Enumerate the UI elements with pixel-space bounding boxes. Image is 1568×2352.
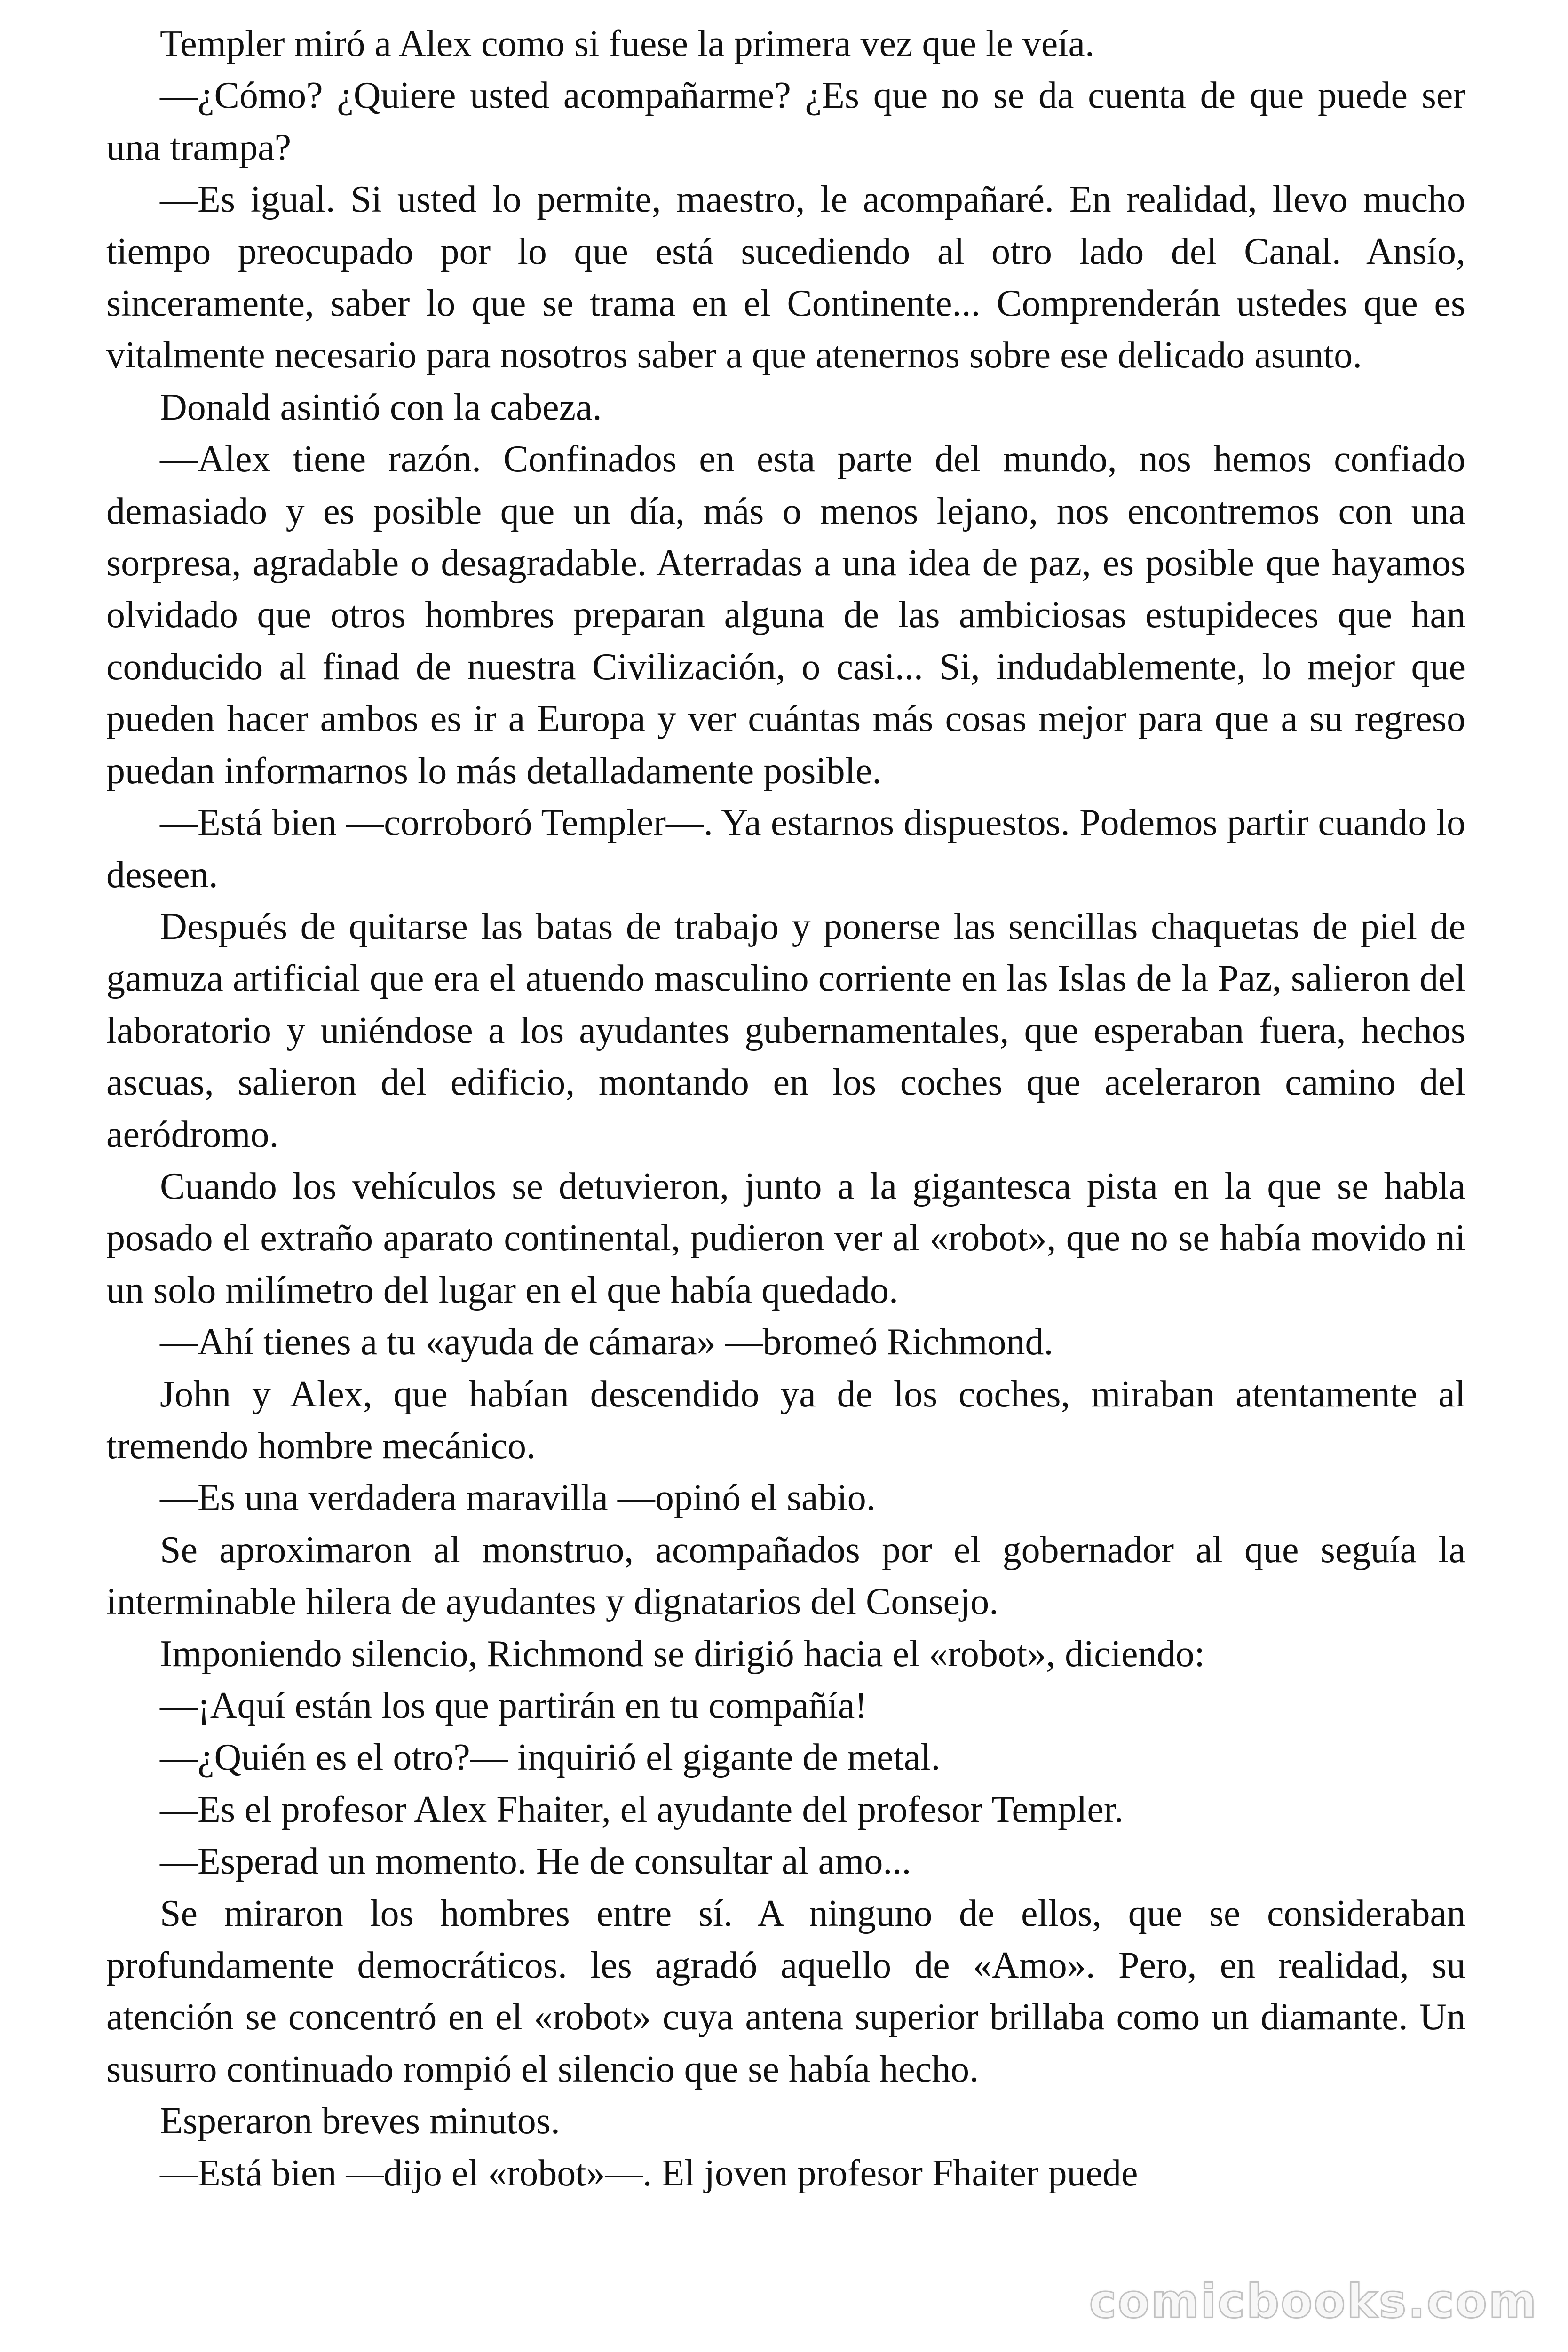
paragraph: Se miraron los hombres entre sí. A ninguno de ellos, que se consideraban profundamente democráticos. les agradó aquello de «Amo». Pero, en realidad, su atención se concentró en el «robot» cuya antena superior brillaba como un diamante. Un susurro continuado rompió el silencio que se había hecho. — [106, 1892, 1465, 2090]
paragraph: —Esperad un momento. He de consultar al amo... — [160, 1841, 911, 1883]
paragraph: Se aproximaron al monstruo, acompañados por el gobernador al que seguía la interminable hilera de ayudantes y dignatarios del Consejo. — [106, 1529, 1465, 1623]
paragraph: —Está bien —corroboró Templer—. Ya estarnos dispuestos. Podemos partir cuando lo deseen. — [106, 802, 1465, 896]
paragraph: —¿Quién es el otro?— inquirió el gigante de metal. — [160, 1737, 941, 1779]
paragraph: —Es una verdadera maravilla —opinó el sabio. — [160, 1477, 876, 1519]
paragraph: John y Alex, que habían descendido ya de los coches, miraban atentamente al tremendo hombre mecánico. — [106, 1373, 1465, 1467]
paragraph: —Es el profesor Alex Fhaiter, el ayudante del profesor Templer. — [160, 1788, 1124, 1830]
paragraph: —Está bien —dijo el «robot»—. El joven profesor Fhaiter puede — [160, 2152, 1138, 2194]
paragraph: —¿Cómo? ¿Quiere usted acompañarme? ¿Es que no se da cuenta de que puede ser una trampa? — [106, 75, 1465, 168]
paragraph: —Es igual. Si usted lo permite, maestro, le acompañaré. En realidad, llevo mucho tiempo preocupado por lo que está sucediendo al otro lado del Canal. Ansío, sinceramente, saber lo que se trama en el Continente... Comprenderán ustedes que es vitalmente necesario para nosotros saber a que atenernos sobre ese delicado asunto. — [106, 179, 1465, 376]
paragraph: Imponiendo silencio, Richmond se dirigió hacia el «robot», diciendo: — [160, 1633, 1205, 1675]
paragraph: Templer miró a Alex como si fuese la primera vez que le veía. — [160, 23, 1094, 64]
paragraph: —Alex tiene razón. Confinados en esta parte del mundo, nos hemos confiado demasiado y es posible que un día, más o menos lejano, nos encontremos con una sorpresa, agradable o desagradable. Aterradas a una idea de paz, es posible que hayamos olvidado que otros hombres preparan alguna de las ambiciosas estupideces que han conducido al finad de nuestra Civilización, o casi... Si, indudablemente, lo mejor que pueden hacer ambos es ir a Europa y ver cuántas más cosas mejor para que a su regreso puedan informarnos lo más detalladamente posible. — [106, 438, 1465, 792]
paragraph: Esperaron breves minutos. — [160, 2100, 560, 2142]
paragraph: Después de quitarse las batas de trabajo y ponerse las sencillas chaquetas de piel de gamuza artificial que era el atuendo masculino corriente en las Islas de la Paz, salieron del laboratorio y uniéndose a los ayudantes gubernamentales, que esperaban fuera, hechos ascuas, salieron del edificio, montando en los coches que aceleraron camino del aeródromo. — [106, 906, 1465, 1155]
watermark: comicbooks.com — [1089, 2275, 1538, 2328]
paragraph: Donald asintió con la cabeza. — [160, 386, 602, 428]
page-text — [106, 18, 1465, 2332]
paragraph: —¡Aquí están los que partirán en tu compañía! — [160, 1685, 867, 1726]
paragraph: —Ahí tienes a tu «ayuda de cámara» —bromeó Richmond. — [160, 1321, 1053, 1363]
paragraph: Cuando los vehículos se detuvieron, junto a la gigantesca pista en la que se habla posado el extraño aparato continental, pudieron ver al «robot», que no se había movido ni un solo milímetro del lugar en el que había quedado. — [106, 1165, 1465, 1311]
